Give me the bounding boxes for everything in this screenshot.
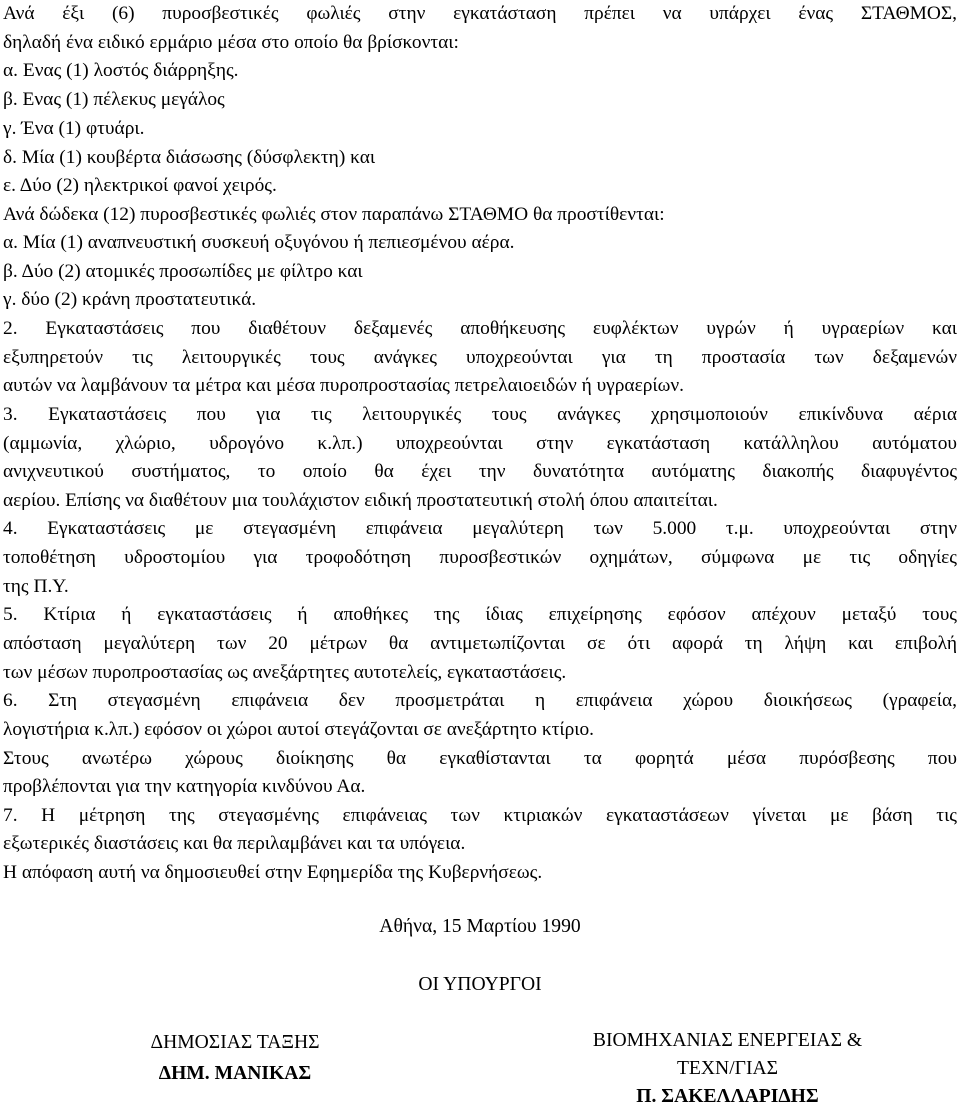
- paragraph-6-line: Στους ανωτέρω χώρους διοίκησης θα εγκαθίστανται τα φορητά μέσα πυρόσβεσης που: [3, 748, 957, 769]
- paragraph-5-line: των μέσων πυροπροστασίας ως ανεξάρτητες αυτοτελείς, εγκαταστάσεις.: [3, 662, 567, 683]
- ministry-name: ΔΗΜΟΣΙΑΣ ΤΑΞΗΣ: [150, 1032, 320, 1053]
- paragraph-2-line: αυτών να λαμβάνουν τα μέτρα και μέσα πυροπροστασίας πετρελαιοειδών ή υγραερίων.: [3, 375, 684, 396]
- paragraph-4-line: 4. Εγκαταστάσεις με στεγασμένη επιφάνεια μεγαλύτερη των 5.000 τ.μ. υποχρεούνται στην: [3, 518, 957, 539]
- paragraph-4-line: της Π.Υ.: [3, 576, 69, 597]
- paragraph-2-line: εξυπηρετούν τις λειτουργικές τους ανάγκες υποχρεούνται για τη προστασία των δεξαμενών: [3, 347, 957, 368]
- text-line: Ανά δώδεκα (12) πυροσβεστικές φωλιές στον παραπάνω ΣΤΑΘΜΟ θα προστίθενται:: [3, 204, 665, 225]
- list-item: α. Ενας (1) λοστός διάρρηξης.: [3, 60, 239, 81]
- paragraph-3-line: (αμμωνία, χλώριο, υδρογόνο κ.λπ.) υποχρεούνται στην εγκατάσταση κατάλληλου αυτόματου: [3, 433, 957, 454]
- paragraph-6-line: 6. Στη στεγασμένη επιφάνεια δεν προσμετράται η επιφάνεια χώρου διοικήσεως (γραφεία,: [3, 690, 957, 711]
- paragraph-4-line: τοποθέτηση υδροστομίου για τροφοδότηση πυροσβεστικών οχημάτων, σύμφωνα με τις οδηγίες: [3, 547, 957, 568]
- list-item: α. Μία (1) αναπνευστική συσκευή οξυγόνου ή πεπιεσμένου αέρα.: [3, 232, 515, 253]
- list-item: δ. Μία (1) κουβέρτα διάσωσης (δύσφλεκτη) και: [3, 147, 376, 168]
- ministry-name: ΒΙΟΜΗΧΑΝΙΑΣ ΕΝΕΡΓΕΙΑΣ &: [592, 1030, 863, 1051]
- signature-block-industry: [555, 1027, 900, 1111]
- paragraph-5-line: απόσταση μεγαλύτερη των 20 μέτρων θα αντιμετωπίζονται σε ότι αφορά τη λήψη και επιβολή: [3, 633, 957, 654]
- list-item: γ. Ένα (1) φτυάρι.: [3, 118, 145, 139]
- signature-block-public-order: [125, 1027, 345, 1089]
- publication-order: Η απόφαση αυτή να δημοσιευθεί στην Εφημερίδα της Κυβερνήσεως.: [3, 862, 543, 883]
- list-item: γ. δύο (2) κράνη προστατευτικά.: [3, 289, 257, 310]
- paragraph-6-line: προβλέπονται για την κατηγορία κινδύνου Αα.: [3, 776, 366, 797]
- paragraph-3-line: αερίου. Επίσης να διαθέτουν μια τουλάχιστον ειδική προστατευτική στολή όπου απαιτείται.: [3, 490, 718, 511]
- ministry-name: ΤΕΧΝ/ΓΙΑΣ: [676, 1058, 779, 1079]
- list-item: β. Δύο (2) ατομικές προσωπίδες με φίλτρο και: [3, 261, 363, 282]
- paragraph-7-line: εξωτερικές διαστάσεις και θα περιλαμβάνει και τα υπόγεια.: [3, 833, 466, 854]
- list-item: ε. Δύο (2) ηλεκτρικοί φανοί χειρός.: [3, 175, 277, 196]
- ministers-title: ΟΙ ΥΠΟΥΡΓΟΙ: [418, 974, 542, 995]
- date-line: Αθήνα, 15 Μαρτίου 1990: [379, 916, 581, 937]
- paragraph-7-line: 7. Η μέτρηση της στεγασμένης επιφάνειας των κτιριακών εγκαταστάσεων γίνεται με βάση τις: [3, 805, 957, 826]
- text-line: δηλαδή ένα ειδικό ερμάριο μέσα στο οποίο θα βρίσκονται:: [3, 32, 459, 53]
- text-line: Ανά έξι (6) πυροσβεστικές φωλιές στην εγκατάσταση πρέπει να υπάρχει ένας ΣΤΑΘΜΟΣ,: [3, 3, 957, 24]
- paragraph-2-line: 2. Εγκαταστάσεις που διαθέτουν δεξαμενές αποθήκευσης ευφλέκτων υγρών ή υγραερίων και: [3, 318, 957, 339]
- minister-name: Π. ΣΑΚΕΛΛΑΡΙΔΗΣ: [636, 1086, 819, 1107]
- minister-name: ΔΗΜ. ΜΑΝΙΚΑΣ: [158, 1063, 312, 1084]
- list-item: β. Ενας (1) πέλεκυς μεγάλος: [3, 89, 225, 110]
- paragraph-6-line: λογιστήρια κ.λπ.) εφόσον οι χώροι αυτοί στεγάζονται σε ανεξάρτητο κτίριο.: [3, 719, 595, 740]
- paragraph-5-line: 5. Κτίρια ή εγκαταστάσεις ή αποθήκες της ίδιας επιχείρησης εφόσον απέχουν μεταξύ τους: [3, 604, 957, 625]
- paragraph-3-line: 3. Εγκαταστάσεις που για τις λειτουργικές τους ανάγκες χρησιμοποιούν επικίνδυνα αέρια: [3, 404, 957, 425]
- paragraph-3-line: ανιχνευτικού συστήματος, το οποίο θα έχει την δυνατότητα αυτόματης διακοπής διαφυγέντος: [3, 461, 957, 482]
